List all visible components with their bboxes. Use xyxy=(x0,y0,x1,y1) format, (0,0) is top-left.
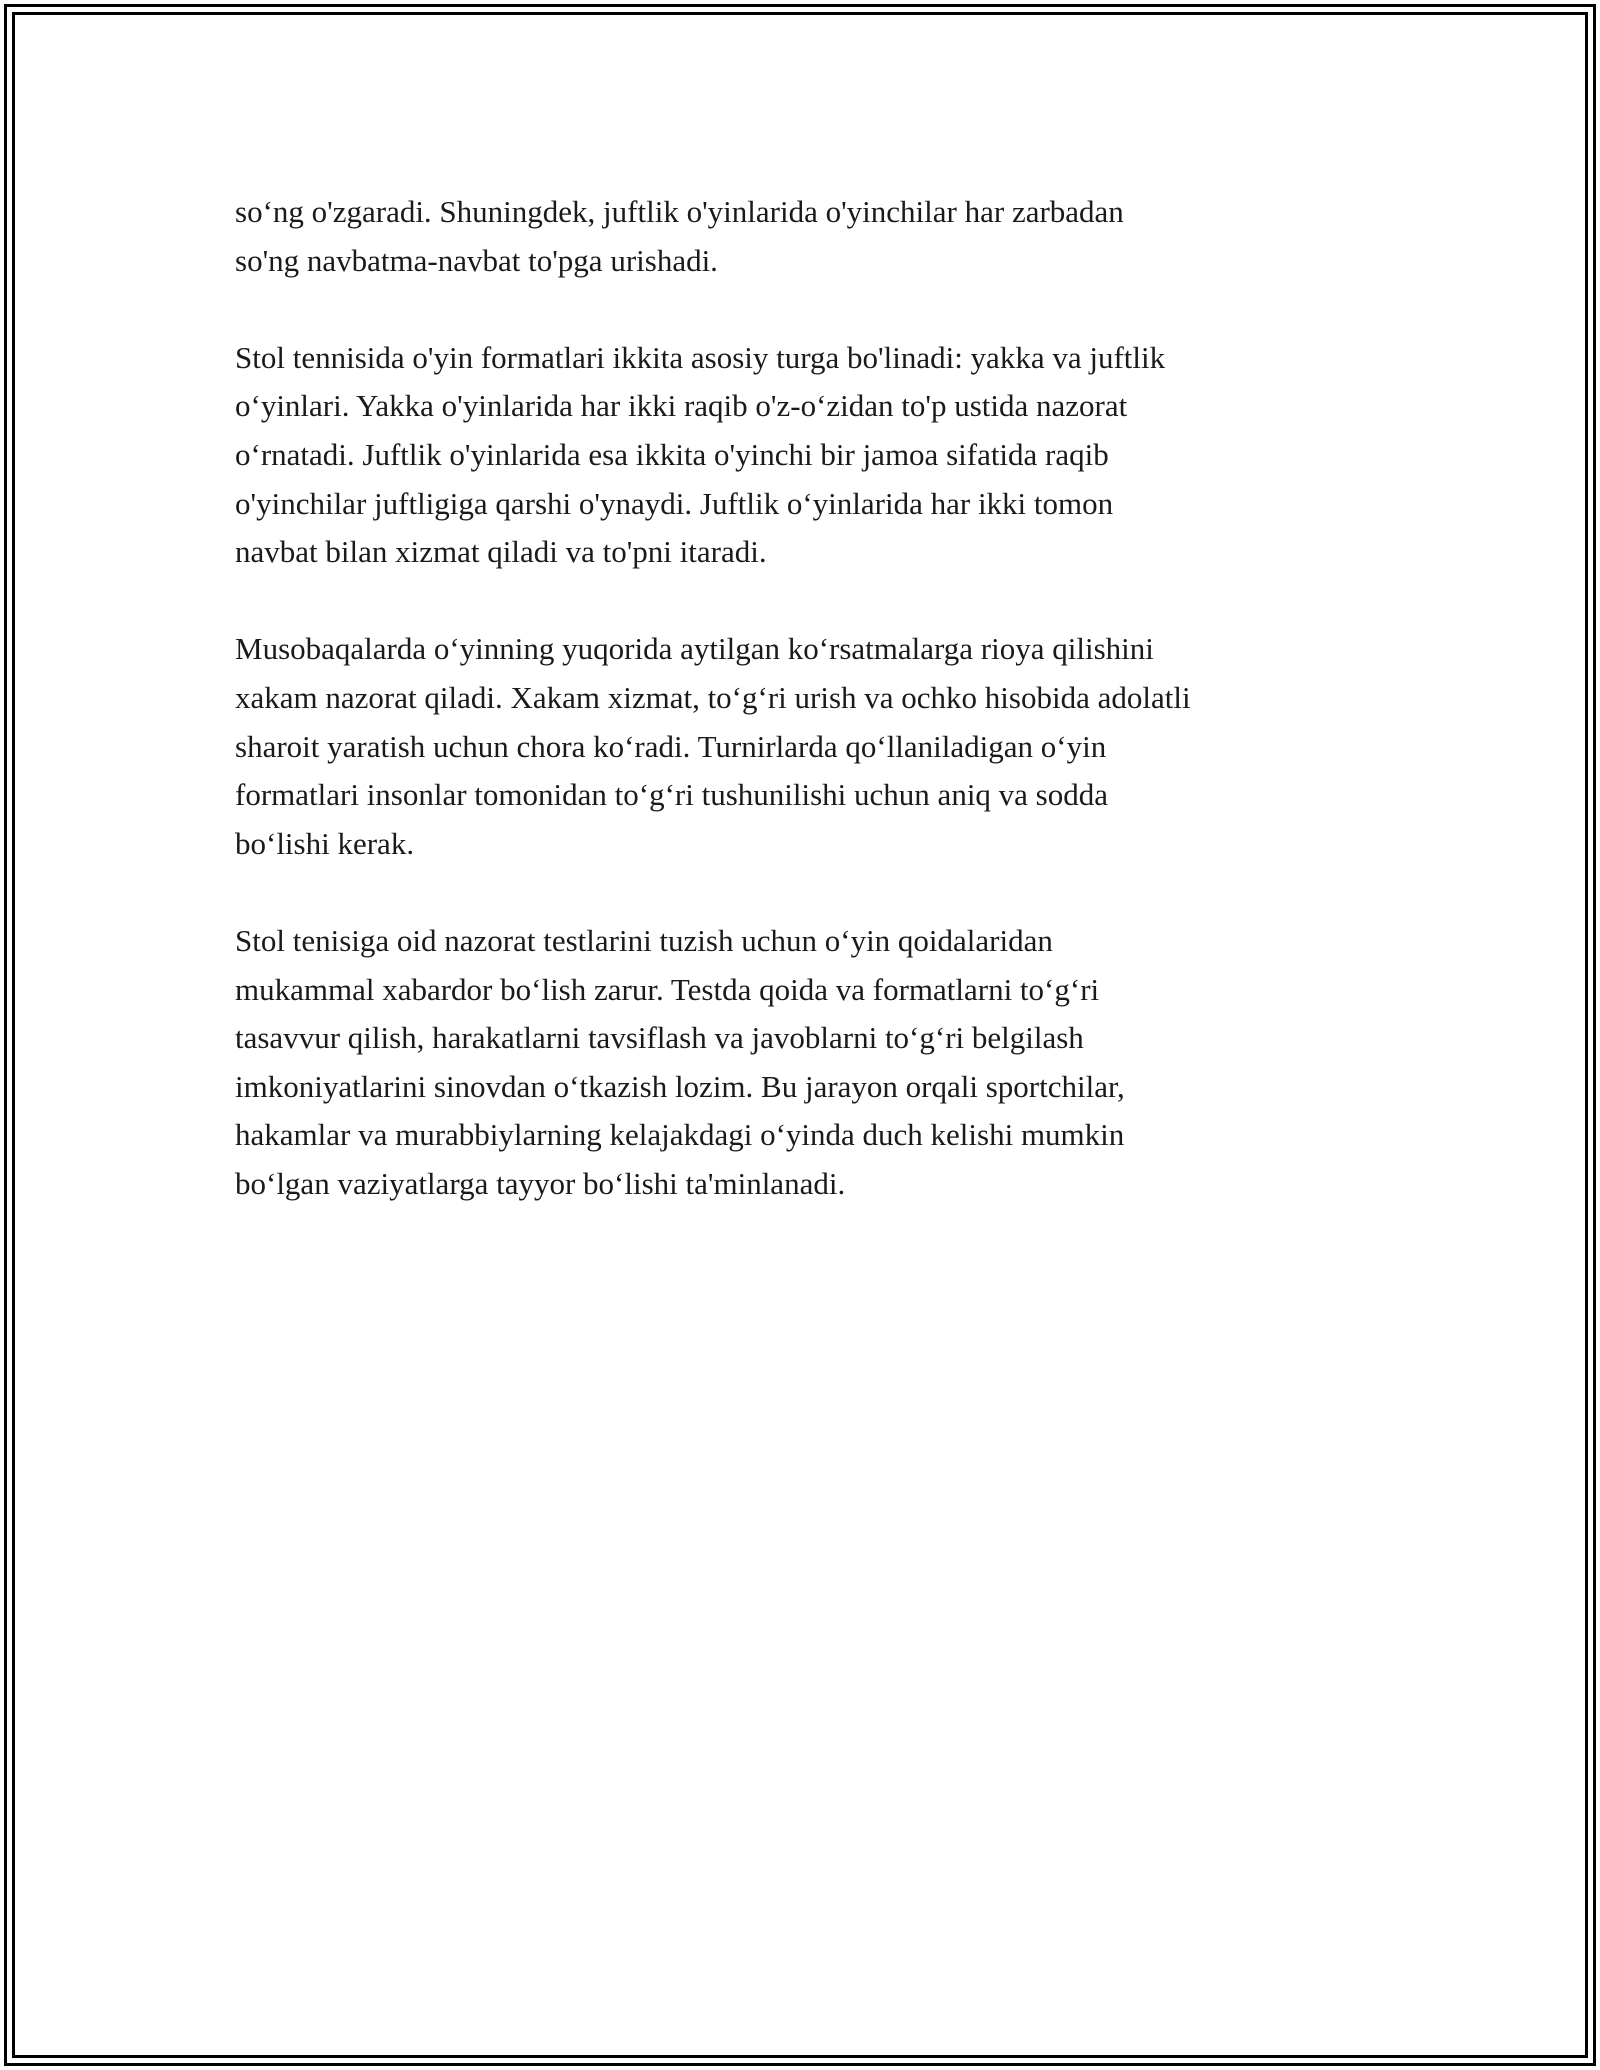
text-line: o'yinchilar juftligiga qarshi o'ynaydi. Juftlik o‘yinlarida har ikki tomon xyxy=(235,485,1114,521)
text-line: Stol tenisiga oid nazorat testlarini tuzish uchun o‘yin qoidalaridan xyxy=(235,922,1053,958)
text-line: bo‘lishi kerak. xyxy=(235,825,415,861)
paragraph-4 xyxy=(235,917,1395,1209)
paragraph-2 xyxy=(235,334,1395,577)
text-line: sharoit yaratish uchun chora ko‘radi. Turnirlarda qo‘llaniladigan o‘yin xyxy=(235,728,1107,764)
text-line: hakamlar va murabbiylarning kelajakdagi o‘yinda duch kelishi mumkin xyxy=(235,1117,1125,1153)
text-line: bo‘lgan vaziyatlarga tayyor bo‘lishi ta'minlanadi. xyxy=(235,1165,846,1201)
text-line: imkoniyatlarini sinovdan o‘tkazish lozim. Bu jarayon orqali sportchilar, xyxy=(235,1068,1125,1104)
text-line: so'ng navbatma-navbat to'pga urishadi. xyxy=(235,242,718,278)
text-line: mukammal xabardor bo‘lish zarur. Testda qoida va formatlarni to‘g‘ri xyxy=(235,971,1100,1007)
text-line: navbat bilan xizmat qiladi va to'pni itaradi. xyxy=(235,534,767,570)
text-line: Stol tennisida o'yin formatlari ikkita asosiy turga bo'linadi: yakka va juftlik xyxy=(235,339,1166,375)
text-line: Musobaqalarda o‘yinning yuqorida aytilgan ko‘rsatmalarga rioya qilishini xyxy=(235,631,1154,667)
paragraph-3 xyxy=(235,625,1395,868)
text-line: o‘yinlari. Yakka o'yinlarida har ikki raqib o'z-o‘zidan to'p ustida nazorat xyxy=(235,388,1128,424)
text-line: so‘ng o'zgaradi. Shuningdek, juftlik o'yinlarida o'yinchilar har zarbadan xyxy=(235,194,1124,229)
document-body xyxy=(235,188,1395,1257)
text-line: o‘rnatadi. Juftlik o'yinlarida esa ikkita o'yinchi bir jamoa sifatida raqib xyxy=(235,436,1109,472)
text-line: tasavvur qilish, harakatlarni tavsiflash va javoblarni to‘g‘ri belgilash xyxy=(235,1020,1084,1056)
text-line: formatlari insonlar tomonidan to‘g‘ri tushunilishi uchun aniq va sodda xyxy=(235,777,1109,813)
text-line: xakam nazorat qiladi. Xakam xizmat, to‘g‘ri urish va ochko hisobida adolatli xyxy=(235,679,1191,715)
paragraph-1 xyxy=(235,188,1395,285)
